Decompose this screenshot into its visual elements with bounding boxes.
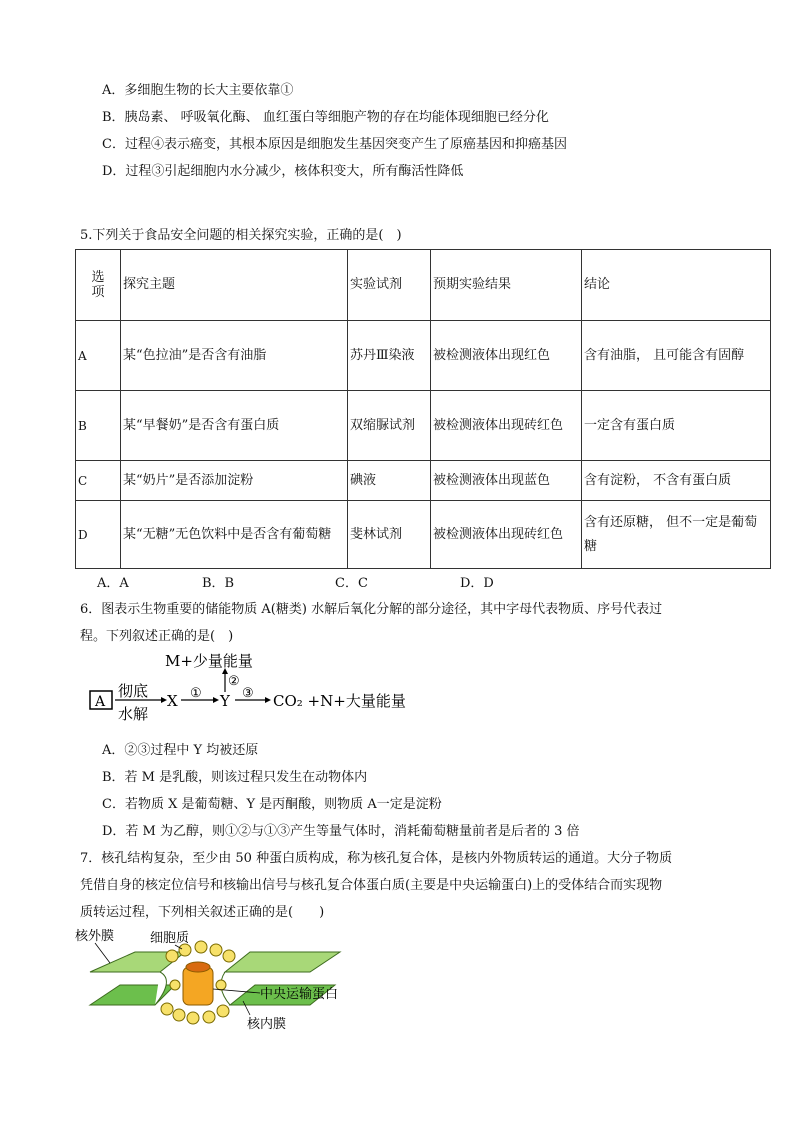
q5-answer-d: D．D [460,576,494,591]
table-header-row [76,250,771,321]
arrow3-head [265,697,271,703]
x-label: X [167,692,178,710]
table-row [76,391,771,461]
q7-stem-line2: 凭借自身的核定位信号和核输出信号与核孔复合体蛋白质(主要是中央运输蛋白)上的受体结合而实现物 [80,878,663,893]
row-topic: 某“色拉油”是否含有油脂 [121,321,348,391]
header-reagent: 实验试剂 [348,250,431,321]
step1-label: ① [190,686,202,701]
row-result: 被检测液体出现砖红色 [431,391,582,461]
row-result: 被检测液体出现蓝色 [431,461,582,501]
top-product-label: M+少量能量 [165,652,253,670]
q7-nuclear-pore-diagram [75,925,375,1040]
q4-option-b: B．胰岛素、 呼吸氧化酶、 血红蛋白等细胞产物的存在均能体现细胞已经分化 [102,110,549,125]
q6-option-a: A．②③过程中 Y 均被还原 [102,743,259,758]
q6-stem-line1: 6．图表示生物重要的储能物质 A(糖类) 水解后氧化分解的部分途径，其中字母代表物质、序号代表过 [80,602,663,617]
row-conclusion: 含有还原糖， 但不一定是葡萄糖 [582,501,771,569]
step3-label: ③ [242,686,254,701]
row-reagent: 双缩脲试剂 [348,391,431,461]
final-product-label: CO₂ +N+大量能量 [273,692,406,710]
inner-membrane-label: 核内膜 [247,1017,287,1032]
table-row [76,321,771,391]
central-protein-label: 中央运输蛋白 [260,987,339,1002]
arrow1-bottom-label: 水解 [118,705,149,723]
outer-membrane-pointer [95,943,110,963]
row-topic: 某“早餐奶”是否含有蛋白质 [121,391,348,461]
outer-membrane-right [225,952,340,972]
row-label: D [76,501,121,569]
header-conclusion: 结论 [582,250,771,321]
row-topic: 某“奶片”是否添加淀粉 [121,461,348,501]
q5-answer-b: B．B [202,576,235,591]
table-row [76,461,771,501]
q6-option-b: B．若 M 是乳酸，则该过程只发生在动物体内 [102,770,368,785]
arrow2-head [213,697,219,703]
row-label: A [76,321,121,391]
q4-option-c: C．过程④表示癌变，其根本原因是细胞发生基因突变产生了原癌基因和抑癌基因 [102,137,567,152]
row-reagent: 苏丹Ⅲ染液 [348,321,431,391]
outer-membrane-label: 核外膜 [75,929,115,944]
q5-answer-c: C．C [335,576,368,591]
row-conclusion: 一定含有蛋白质 [582,391,771,461]
row-conclusion: 含有淀粉， 不含有蛋白质 [582,461,771,501]
q6-stem-line2: 程。下列叙述正确的是( ) [80,629,234,644]
step2-label: ② [228,674,240,689]
row-conclusion: 含有油脂， 且可能含有固醇 [582,321,771,391]
q6-option-c: C．若物质 X 是葡萄糖、Y 是丙酮酸，则物质 A一定是淀粉 [102,797,442,812]
q5-answer-a: A．A [97,576,129,591]
central-protein-top [186,962,210,972]
q6-pathway-diagram [85,650,425,725]
header-topic: 探究主题 [121,250,348,321]
row-reagent: 斐林试剂 [348,501,431,569]
q6-option-d: D．若 M 为乙醇，则①②与①③产生等量气体时，消耗葡萄糖量前者是后者的 3 倍 [102,824,580,839]
row-label: C [76,461,121,501]
table-row [76,501,771,569]
row-topic: 某“无糖”无色饮料中是否含有葡萄糖 [121,501,348,569]
box-a-label: A [95,694,106,710]
q5-stem: 5.下列关于食品安全问题的相关探究实验，正确的是( ) [80,228,402,243]
y-label: Y [220,692,230,710]
arrow1-top-label: 彻底 [118,682,149,700]
q4-option-d: D．过程③引起细胞内水分减少，核体积变大，所有酶活性降低 [102,164,464,179]
header-expected-result: 预期实验结果 [431,250,582,321]
row-reagent: 碘液 [348,461,431,501]
central-transport-protein [183,967,213,1005]
row-label: B [76,391,121,461]
cytoplasm-label: 细胞质 [150,931,190,946]
header-option: 选 项 [76,250,121,321]
row-result: 被检测液体出现红色 [431,321,582,391]
q5-table [75,249,771,569]
q7-stem-line1: 7．核孔结构复杂，至少由 50 种蛋白质构成，称为核孔复合体，是核内外物质转运的通道。大分子物质 [80,851,673,866]
q7-stem-line3: 质转运过程，下列相关叙述正确的是( ) [80,905,325,920]
row-result: 被检测液体出现砖红色 [431,501,582,569]
q4-option-a: A．多细胞生物的长大主要依靠① [102,83,294,98]
